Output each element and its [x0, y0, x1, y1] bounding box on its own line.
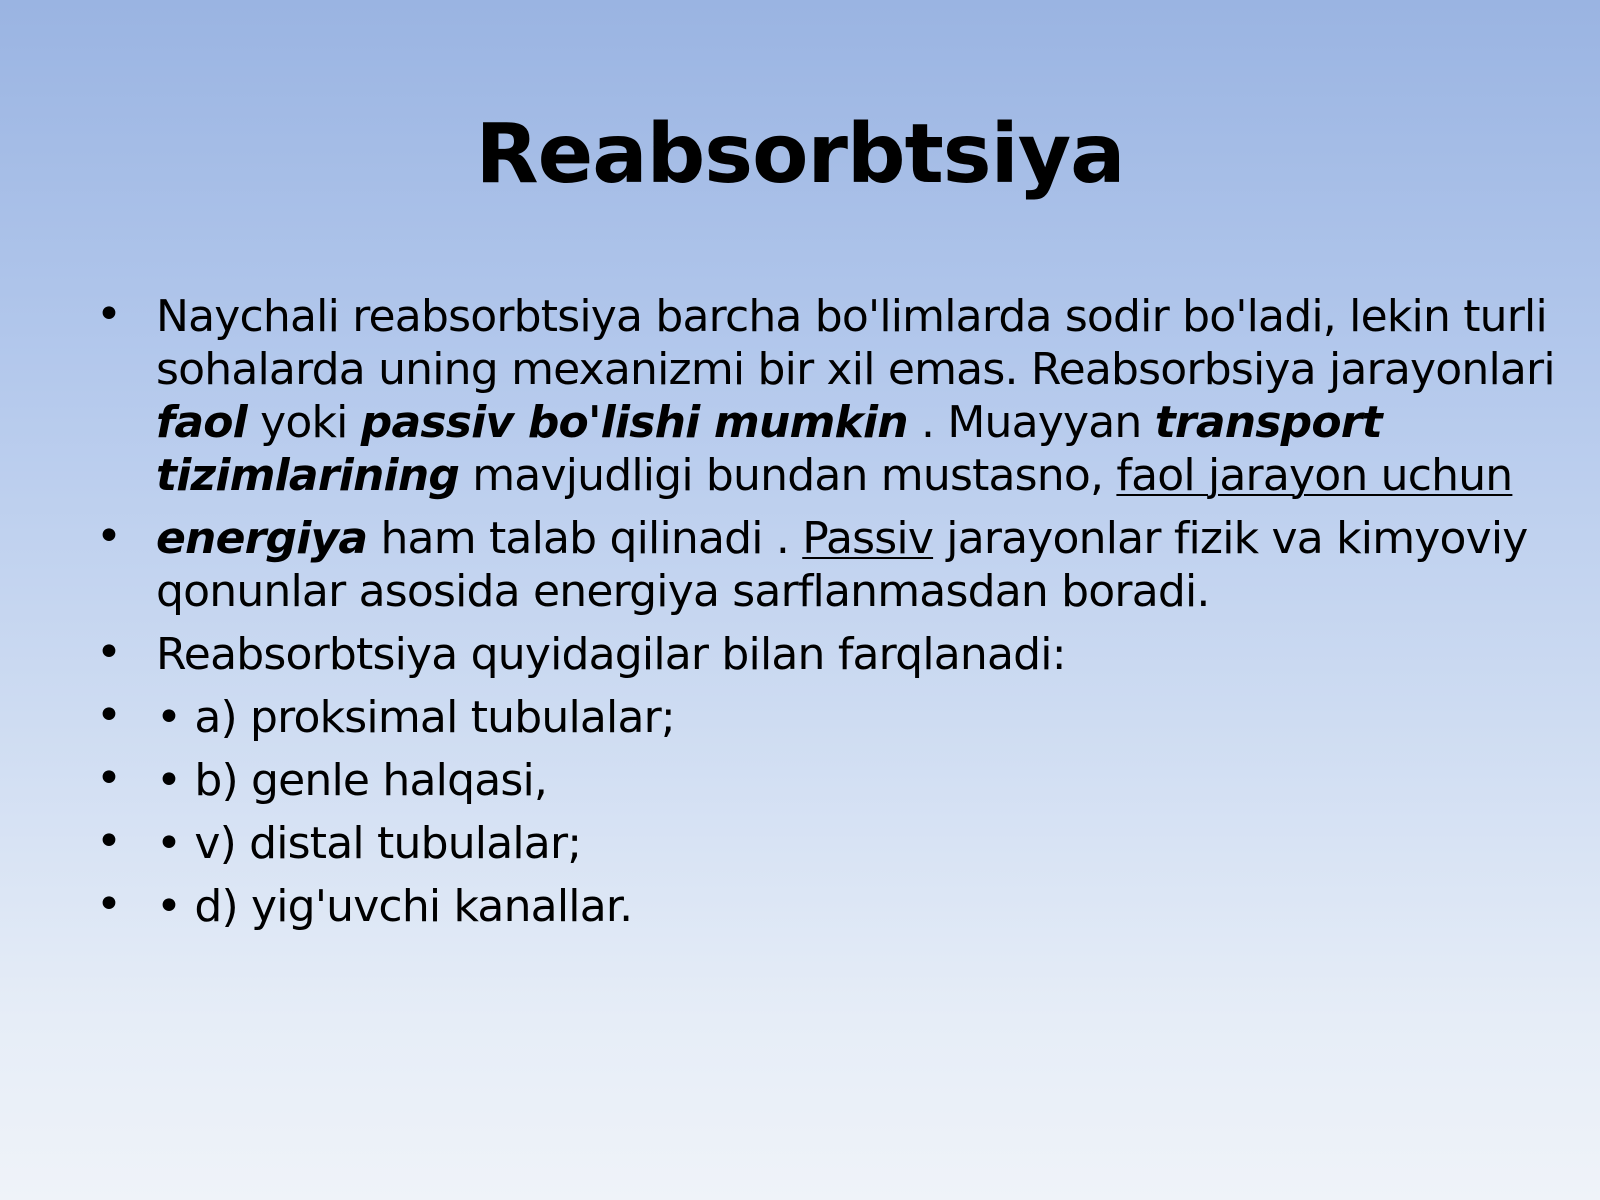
bullet-item	[90, 880, 1560, 933]
bullet-list	[90, 290, 1560, 943]
bullet-text: Naychali reabsorbtsiya barcha bo'limlarda sodir bo'ladi, lekin turli sohalarda uning mexanizmi bir xil emas. Reabsorbsiya jarayonlari	[156, 291, 1555, 395]
bullet-text: yoki	[246, 397, 361, 448]
bullet-text: mavjudligi bundan mustasno,	[459, 450, 1117, 501]
bullet-item	[90, 691, 1560, 744]
bullet-text: • b) genle halqasi,	[156, 755, 548, 806]
bullet-dot-icon: •	[96, 753, 122, 804]
bullet-item	[90, 512, 1560, 618]
bullet-text-emphasis: energiya	[156, 513, 368, 564]
bullet-text-emphasis: passiv bo'lishi mumkin	[360, 397, 908, 448]
bullet-text-underlined: faol jarayon uchun	[1116, 450, 1513, 501]
bullet-dot-icon: •	[96, 690, 122, 741]
bullet-text: . Muayyan	[907, 397, 1155, 448]
bullet-dot-icon: •	[96, 627, 122, 678]
bullet-text-underlined: Passiv	[802, 513, 934, 564]
bullet-text: • a) proksimal tubulalar;	[156, 692, 675, 743]
bullet-dot-icon: •	[96, 511, 122, 562]
bullet-item	[90, 817, 1560, 870]
bullet-text-emphasis: faol	[156, 397, 247, 448]
bullet-item	[90, 754, 1560, 807]
bullet-item	[90, 290, 1560, 502]
bullet-text-emphasis: transport tizimlarining	[156, 397, 1382, 501]
bullet-text: ham talab qilinadi .	[367, 513, 803, 564]
bullet-dot-icon: •	[96, 289, 122, 340]
bullet-text: jarayonlar fizik va kimyoviy qonunlar asosida energiya sarflanmasdan boradi.	[156, 513, 1528, 617]
bullet-item	[90, 628, 1560, 681]
bullet-text: • v) distal tubulalar;	[156, 818, 582, 869]
bullet-text: • d) yig'uvchi kanallar.	[156, 881, 633, 932]
bullet-text: Reabsorbtsiya quyidagilar bilan farqlanadi:	[156, 629, 1066, 680]
slide-title: Reabsorbtsiya	[475, 107, 1125, 202]
bullet-dot-icon: •	[96, 816, 122, 867]
bullet-dot-icon: •	[96, 879, 122, 930]
